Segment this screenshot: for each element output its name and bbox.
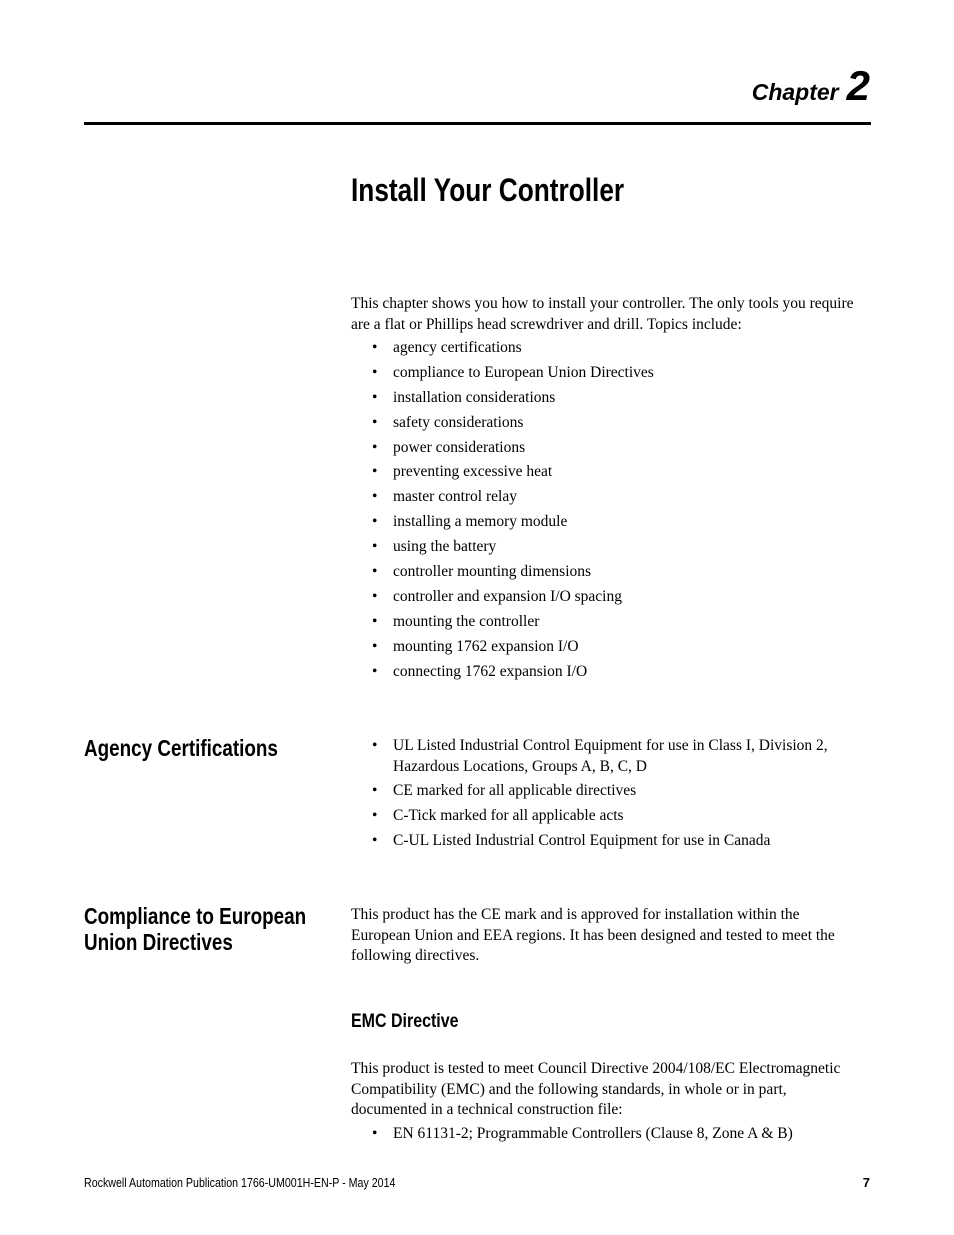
- agency-item: • C-UL Listed Industrial Control Equipment for use in Canada: [351, 831, 876, 852]
- agency-item: • C-Tick marked for all applicable acts: [351, 806, 876, 827]
- chapter-number: 2: [846, 62, 870, 109]
- topic-item: • installing a memory module: [351, 512, 876, 533]
- emc-heading: EMC Directive: [351, 1010, 459, 1032]
- compliance-paragraph: [351, 905, 876, 967]
- topic-item: • connecting 1762 expansion I/O: [351, 662, 876, 683]
- compliance-heading: Compliance to European Union Directives: [84, 903, 307, 955]
- chapter-label: Chapter: [751, 79, 839, 105]
- agency-list: [351, 736, 876, 852]
- topic-item: • power considerations: [351, 438, 876, 459]
- emc-list: [351, 1124, 876, 1145]
- topic-item: • controller and expansion I/O spacing: [351, 587, 876, 608]
- header-rule: [84, 122, 871, 125]
- emc-list-container: [351, 1124, 876, 1149]
- topic-item: • mounting the controller: [351, 612, 876, 633]
- compliance-line: European Union and EEA regions. It has been designed and tested to meet the: [351, 926, 835, 944]
- page-title: Install Your Controller: [351, 172, 625, 208]
- emc-line: Compatibility (EMC) and the following standards, in whole or in part,: [351, 1080, 787, 1098]
- emc-line: documented in a technical construction file:: [351, 1101, 623, 1118]
- compliance-line: This product has the CE mark and is approved for installation within the: [351, 906, 800, 923]
- topic-item: • compliance to European Union Directives: [351, 363, 876, 384]
- chapter-header: [752, 62, 870, 110]
- topic-item: • master control relay: [351, 487, 876, 508]
- footer-page-number: 7: [862, 1175, 870, 1190]
- topic-item: • safety considerations: [351, 413, 876, 434]
- topic-item: • preventing excessive heat: [351, 462, 876, 483]
- footer-publication: Rockwell Automation Publication 1766-UM001H-EN-P - May 2014: [84, 1175, 396, 1190]
- topics-list-container: [351, 338, 876, 686]
- topic-item: • agency certifications: [351, 338, 876, 359]
- topic-item: • mounting 1762 expansion I/O: [351, 637, 876, 658]
- compliance-line: following directives.: [351, 947, 480, 964]
- agency-list-container: [351, 736, 876, 856]
- topic-item: • controller mounting dimensions: [351, 562, 876, 583]
- agency-heading: Agency Certifications: [84, 735, 278, 761]
- intro-paragraph: [351, 294, 876, 335]
- emc-paragraph: [351, 1059, 876, 1121]
- agency-item: • UL Listed Industrial Control Equipment for use in Class I, Division 2, Hazardous Locations, Groups A, B, C, D: [351, 736, 876, 777]
- topic-item: • using the battery: [351, 537, 876, 558]
- intro-line: This chapter shows you how to install your controller. The only tools you require: [351, 295, 854, 312]
- emc-line: This product is tested to meet Council Directive 2004/108/EC Electromagnetic: [351, 1060, 841, 1077]
- topics-list: [351, 338, 876, 682]
- agency-item: • CE marked for all applicable directives: [351, 781, 876, 802]
- emc-item: • EN 61131-2; Programmable Controllers (Clause 8, Zone A & B): [351, 1124, 876, 1145]
- topic-item: • installation considerations: [351, 388, 876, 409]
- intro-line: are a flat or Phillips head screwdriver and drill. Topics include:: [351, 315, 742, 333]
